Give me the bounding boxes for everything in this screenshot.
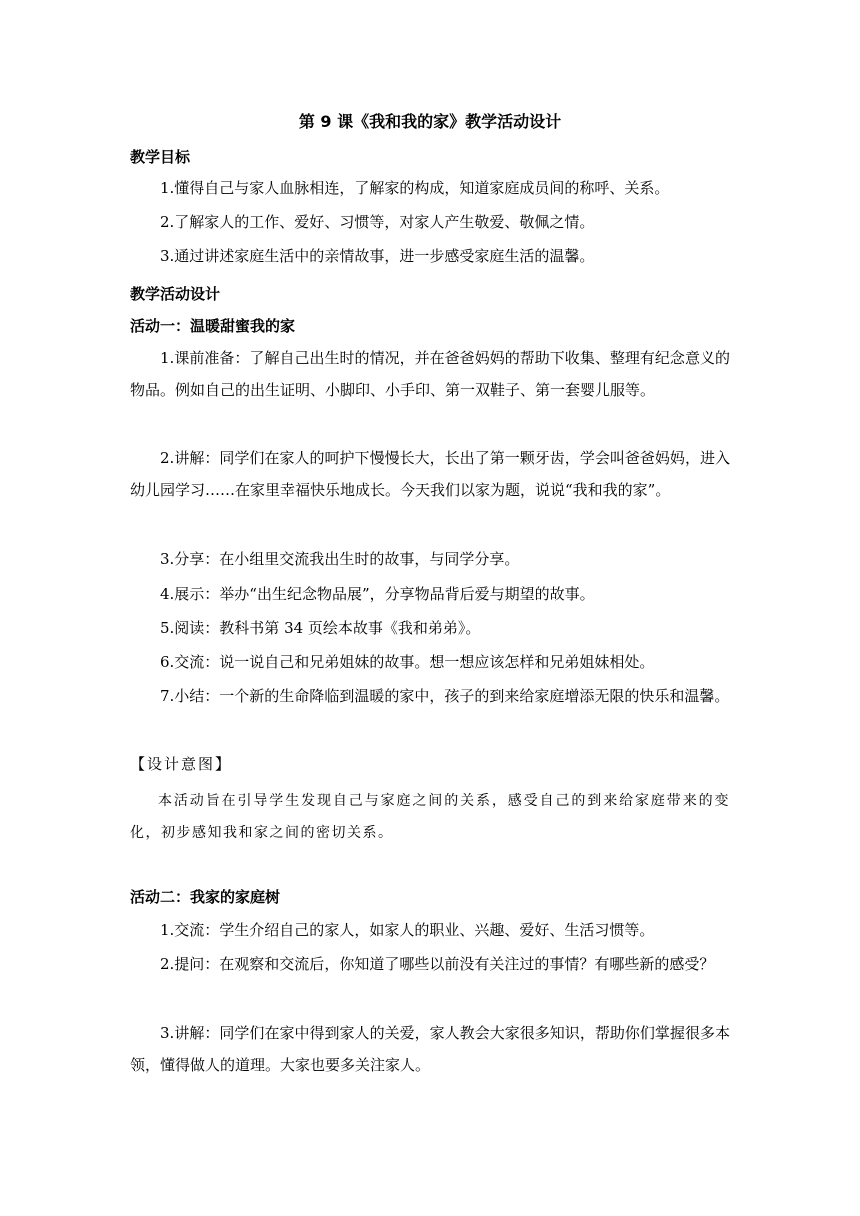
goal-item-3: 3.通过讲述家庭生活中的亲情故事，进一步感受家庭生活的温馨。 (160, 247, 595, 265)
activity1-item-5: 5.阅读：教科书第 34 页绘本故事《我和弟弟》。 (160, 619, 481, 637)
activity1-item-7: 7.小结：一个新的生命降临到温暖的家中，孩子的到来给家庭增添无限的快乐和温馨。 (160, 687, 730, 705)
document-title: 第 9 课《我和我的家》教学活动设计 (298, 112, 562, 131)
activity1-item-6: 6.交流：说一说自己和兄弟姐妹的故事。想一想应该怎样和兄弟姐妹相处。 (160, 653, 655, 671)
activity2-item-2: 2.提问：在观察和交流后，你知道了哪些以前没有关注过的事情？有哪些新的感受？ (160, 955, 715, 973)
design-intent-label: 【设计意图】 (130, 755, 233, 773)
activity1-item-3: 3.分享：在小组里交流我出生时的故事，与同学分享。 (160, 550, 520, 568)
design-intent-text: 本活动旨在引导学生发现自己与家庭之间的关系，感受自己的到来给家庭带来的变化，初步感知我和家之间的密切关系。 (130, 793, 730, 841)
activity1-heading: 活动一：温暖甜蜜我的家 (130, 317, 296, 335)
activity1-item-4: 4.展示：举办“出生纪念物品展”，分享物品背后爱与期望的故事。 (160, 585, 595, 603)
goal-item-1: 1.懂得自己与家人血脉相连，了解家的构成，知道家庭成员间的称呼、关系。 (160, 179, 670, 197)
activity2-item-1: 1.交流：学生介绍自己的家人，如家人的职业、兴趣、爱好、生活习惯等。 (160, 921, 655, 939)
activity2-heading: 活动二：我家的家庭树 (130, 888, 281, 906)
activity2-item-3: 3.讲解：同学们在家中得到家人的关爱，家人教会大家很多知识，帮助你们掌握很多本领，懂得做人的道理。大家也要多关注家人。 (130, 1024, 730, 1074)
goal-item-2: 2.了解家人的工作、爱好、习惯等，对家人产生敬爱、敬佩之情。 (160, 213, 595, 231)
design-heading: 教学活动设计 (130, 285, 221, 303)
goals-heading: 教学目标 (130, 148, 191, 166)
activity1-item-1: 1.课前准备：了解自己出生时的情况，并在爸爸妈妈的帮助下收集、整理有纪念意义的物品。例如自己的出生证明、小脚印、小手印、第一双鞋子、第一套婴儿服等。 (130, 349, 730, 399)
activity1-item-2: 2.讲解：同学们在家人的呵护下慢慢长大，长出了第一颗牙齿，学会叫爸爸妈妈，进入幼儿园学习……在家里幸福快乐地成长。今天我们以家为题，说说“我和我的家”。 (130, 449, 730, 499)
